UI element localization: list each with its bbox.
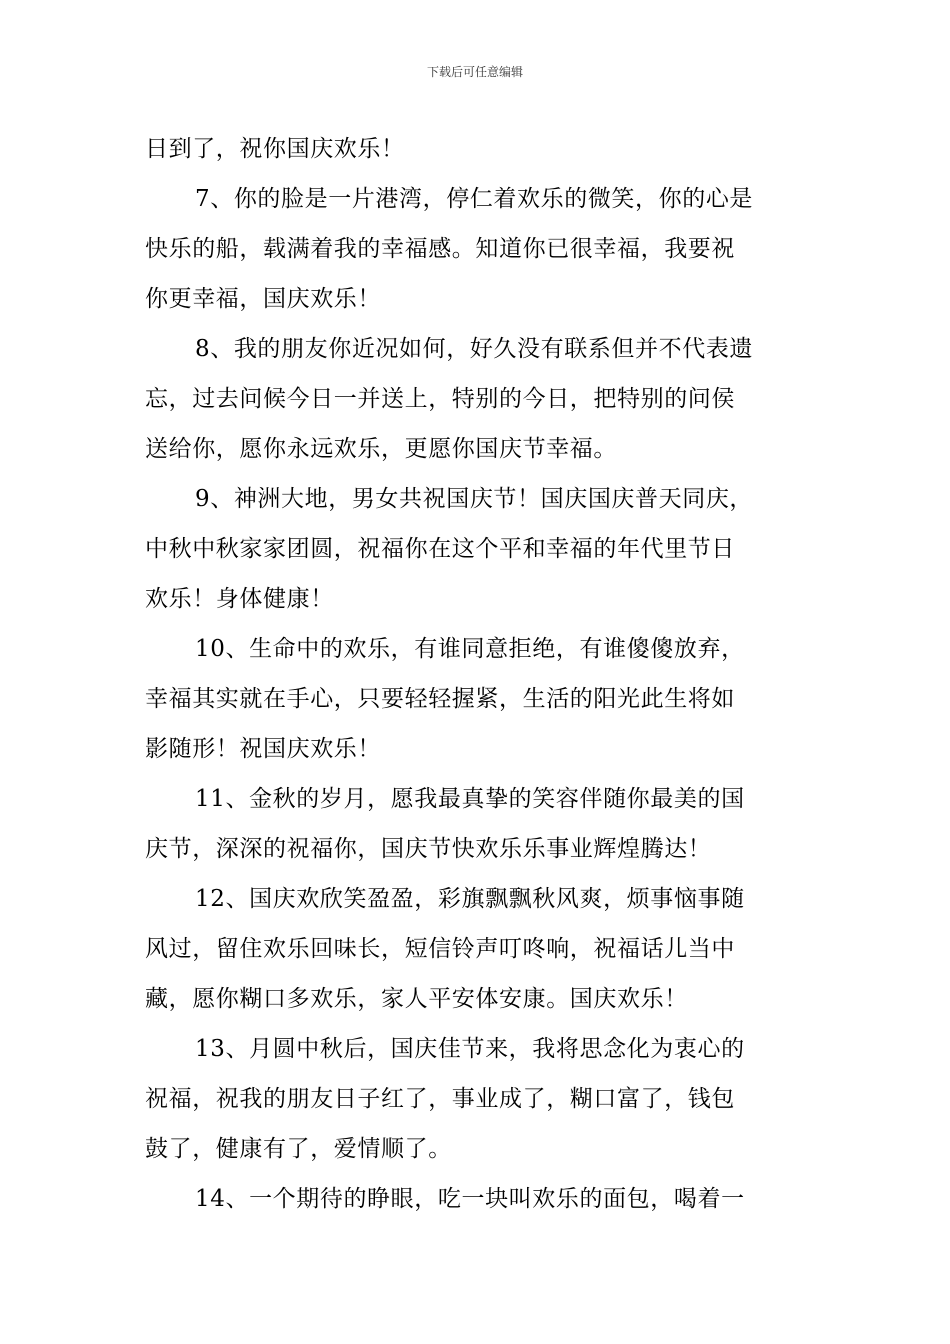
- text-line: 风过，留住欢乐回味长，短信铃声叮咚响，祝福话儿当中: [145, 936, 735, 962]
- text-line: 14、一个期待的睁眼，吃一块叫欢乐的面包，喝着一: [195, 1186, 745, 1212]
- text-line: 7、你的脸是一片港湾，停仁着欢乐的微笑，你的心是: [195, 186, 754, 212]
- text-line: 快乐的船，载满着我的幸福感。知道你已很幸福，我要祝: [145, 236, 735, 262]
- text-line: 11、金秋的岁月，愿我最真挚的笑容伴随你最美的国: [195, 786, 745, 812]
- text-line: 鼓了，健康有了，爱情顺了。: [145, 1136, 452, 1162]
- document-body: [145, 124, 805, 1224]
- text-line: 日到了，祝你国庆欢乐！: [145, 136, 405, 162]
- text-line: 影随形！祝国庆欢乐！: [145, 736, 381, 762]
- text-line: 8、我的朋友你近况如何，好久没有联系但并不代表遗: [195, 336, 754, 362]
- text-line: 藏，愿你糊口多欢乐，家人平安体安康。国庆欢乐！: [145, 986, 688, 1012]
- text-line: 中秋中秋家家团圆，祝福你在这个平和幸福的年代里节日: [145, 536, 735, 562]
- text-line: 忘，过去问候今日一并送上，特别的今日，把特别的问侯: [145, 386, 735, 412]
- text-line: 10、生命中的欢乐，有谁同意拒绝，有谁傻傻放弃，: [195, 636, 745, 662]
- text-line: 祝福，祝我的朋友日子红了，事业成了，糊口富了，钱包: [145, 1086, 735, 1112]
- text-line: 9、神洲大地，男女共祝国庆节！国庆国庆普天同庆，: [195, 486, 754, 512]
- text-line: 12、国庆欢欣笑盈盈，彩旗飘飘秋风爽，烦事恼事随: [195, 886, 745, 912]
- text-line: 幸福其实就在手心，只要轻轻握紧，生活的阳光此生将如: [145, 686, 735, 712]
- text-line: 欢乐！身体健康！: [145, 586, 334, 612]
- text-line: 13、月圆中秋后，国庆佳节来，我将思念化为衷心的: [195, 1036, 745, 1062]
- text-line: 送给你，愿你永远欢乐，更愿你国庆节幸福。: [145, 436, 617, 462]
- page-header: 下载后可任意编辑: [426, 65, 523, 79]
- text-line: 你更幸福，国庆欢乐！: [145, 286, 381, 312]
- text-line: 庆节，深深的祝福你，国庆节快欢乐乐事业辉煌腾达！: [145, 836, 712, 862]
